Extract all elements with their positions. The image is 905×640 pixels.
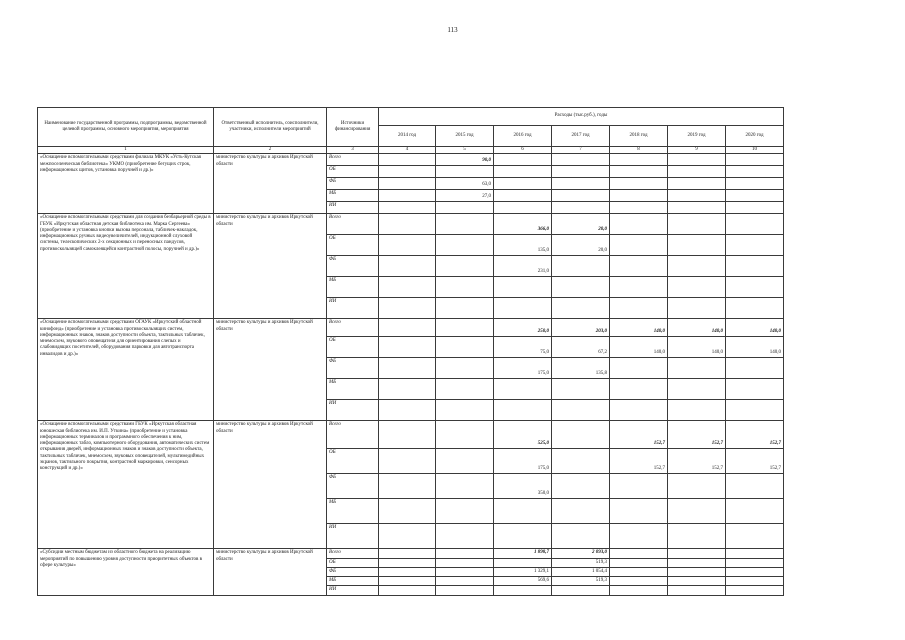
amount-value: 152,7 [769,466,781,471]
header-year: 2016 год [494,126,552,147]
amount-cell [726,549,784,558]
table-body [38,154,784,595]
amount-cell [436,449,494,474]
executor: министерство культуры и архивов Иркутской области [214,154,327,214]
amount-cell [668,567,726,576]
executor: министерство культуры и архивов Иркутской области [214,319,327,421]
amount-cell [726,379,784,400]
amount-cell [668,235,726,256]
amount-cell [726,421,784,449]
amount-cell [436,474,494,499]
amount-cell [379,586,436,595]
amount-cell [494,567,552,576]
amount-value: 140,0 [653,350,665,355]
amount-cell [726,400,784,421]
funding-source: МБ [327,190,379,202]
amount-cell [379,421,436,449]
amount-value: 1 329,1 [534,568,549,574]
column-number: 7 [552,147,610,154]
amount-cell [552,421,610,449]
table-row [38,154,784,166]
amount-cell [379,256,436,277]
amount-cell [494,166,552,178]
amount-cell [726,190,784,202]
amount-cell [726,166,784,178]
amount-cell [494,358,552,379]
amount-cell [726,277,784,298]
amount-cell [494,400,552,421]
amount-cell [494,499,552,524]
amount-cell [610,337,668,358]
funding-source: ФБ [327,474,379,499]
column-number: 5 [436,147,494,154]
amount-cell [726,178,784,190]
amount-cell [494,449,552,474]
amount-cell [610,567,668,576]
amount-cell [610,400,668,421]
funding-source: Всего [327,154,379,166]
funding-source: ИИ [327,586,379,595]
header-name: Наименование государственной программы, подпрограммы, ведомственной целевой программы, основного мероприятия, мероприятия [38,108,214,147]
amount-cell [436,337,494,358]
amount-cell [726,358,784,379]
amount-cell [494,577,552,586]
amount-cell [610,558,668,567]
amount-cell [552,558,610,567]
amount-cell [494,256,552,277]
amount-cell [494,277,552,298]
amount-cell [379,337,436,358]
funding-source: Всего [327,421,379,449]
amount-cell [494,202,552,214]
amount-cell [610,202,668,214]
amount-cell [610,298,668,319]
measure-name: «Субсидии местным бюджетам из областного бюджета на реализацию мероприятий по повышению уровня доступности приоритетных объектов в сфере культуры» [38,549,214,595]
amount-value: 1 898,7 [534,550,549,556]
amount-cell [379,319,436,337]
amount-cell [552,449,610,474]
amount-value: 152,7 [711,466,723,471]
amount-cell [436,235,494,256]
amount-cell [436,190,494,202]
amount-cell [668,277,726,298]
amount-cell [436,400,494,421]
amount-cell [436,558,494,567]
amount-value: 2 093,0 [592,550,607,556]
amount-cell [726,319,784,337]
funding-source: ОБ [327,449,379,474]
executor: министерство культуры и архивов Иркутской области [214,549,327,595]
amount-cell [379,474,436,499]
amount-cell [436,549,494,558]
amount-cell [726,214,784,235]
amount-cell [610,358,668,379]
amount-cell [379,298,436,319]
amount-cell [668,499,726,524]
amount-value: 231,0 [537,269,549,274]
amount-value: 135,0 [537,248,549,253]
amount-cell [726,449,784,474]
amount-cell [436,154,494,166]
amount-value: 152,7 [711,441,723,446]
amount-cell [379,202,436,214]
amount-cell [610,499,668,524]
amount-cell [552,277,610,298]
amount-cell [379,379,436,400]
amount-value: 140,0 [711,329,723,334]
header-executor: Ответственный исполнитель, соисполнители, участники, исполнители мероприятий [214,108,327,147]
amount-value: 519,3 [595,559,607,565]
table-row [38,214,784,235]
amount-cell [610,474,668,499]
table-row [38,319,784,337]
amount-value: 152,7 [653,466,665,471]
amount-cell [610,577,668,586]
amount-cell [379,154,436,166]
amount-cell [552,154,610,166]
amount-value: 152,7 [653,441,665,446]
amount-cell [668,190,726,202]
amount-cell [436,577,494,586]
amount-cell [726,202,784,214]
amount-cell [610,524,668,549]
amount-cell [552,235,610,256]
amount-value: 350,0 [537,491,549,496]
table-row [38,421,784,449]
funding-source: ИИ [327,524,379,549]
amount-cell [436,358,494,379]
amount-cell [610,214,668,235]
amount-value: 569,6 [537,578,549,583]
amount-cell [494,337,552,358]
header-source: Источники финансирования [327,108,379,147]
funding-source: МБ [327,379,379,400]
amount-cell [552,256,610,277]
funding-source: МБ [327,499,379,524]
amount-cell [436,499,494,524]
executor: министерство культуры и архивов Иркутской области [214,421,327,549]
column-number: 2 [214,147,327,154]
amount-cell [610,178,668,190]
amount-cell [668,214,726,235]
funding-source: ОБ [327,235,379,256]
amount-cell [494,558,552,567]
amount-cell [552,586,610,595]
amount-cell [436,319,494,337]
amount-cell [379,549,436,558]
amount-cell [726,474,784,499]
amount-cell [494,214,552,235]
amount-value: 140,0 [653,329,665,334]
amount-cell [436,586,494,595]
amount-cell [668,400,726,421]
amount-value: 525,0 [537,441,549,446]
amount-cell [610,166,668,178]
amount-cell [494,549,552,558]
amount-cell [436,202,494,214]
header-year: 2014 год [379,126,436,147]
amount-value: 203,0 [595,329,607,334]
amount-cell [494,298,552,319]
amount-cell [379,577,436,586]
amount-cell [552,166,610,178]
amount-cell [494,421,552,449]
amount-value: 140,0 [769,350,781,355]
amount-cell [668,558,726,567]
header-year: 2019 год [668,126,726,147]
amount-cell [379,358,436,379]
amount-cell [668,577,726,586]
amount-cell [494,586,552,595]
funding-source: ОБ [327,558,379,567]
amount-value: 135,8 [595,371,607,376]
amount-cell [552,298,610,319]
amount-cell [494,190,552,202]
amount-cell [726,524,784,549]
amount-value: 20,0 [598,248,607,253]
amount-cell [726,567,784,576]
page-number: 113 [447,26,458,34]
amount-cell [668,358,726,379]
amount-value: 250,0 [537,329,549,334]
amount-cell [494,235,552,256]
column-number: 6 [494,147,552,154]
amount-cell [379,400,436,421]
amount-cell [668,337,726,358]
amount-cell [610,379,668,400]
amount-cell [552,214,610,235]
amount-cell [668,474,726,499]
funding-source: ОБ [327,337,379,358]
column-number: 9 [668,147,726,154]
amount-cell [379,190,436,202]
amount-cell [668,449,726,474]
amount-cell [668,298,726,319]
funding-source: Всего [327,214,379,235]
header-year: 2020 год [726,126,784,147]
amount-value: 366,0 [537,227,549,232]
amount-cell [552,577,610,586]
amount-cell [436,277,494,298]
amount-cell [379,166,436,178]
amount-cell [726,586,784,595]
funding-source: ФБ [327,567,379,576]
amount-cell [726,298,784,319]
amount-cell [436,214,494,235]
amount-cell [726,235,784,256]
header-expenses: Расходы (тыс.руб.), годы [379,108,784,126]
amount-value: 519,3 [595,578,607,583]
amount-value: 175,0 [537,371,549,376]
amount-value: 140,0 [711,350,723,355]
column-number: 4 [379,147,436,154]
amount-cell [610,277,668,298]
amount-cell [668,524,726,549]
amount-cell [668,421,726,449]
amount-cell [552,499,610,524]
funding-source: ФБ [327,358,379,379]
amount-cell [726,256,784,277]
header-year: 2017 год [552,126,610,147]
amount-cell [552,178,610,190]
amount-cell [494,154,552,166]
amount-cell [379,449,436,474]
funding-source: МБ [327,577,379,586]
funding-source: ФБ [327,256,379,277]
amount-cell [379,567,436,576]
amount-cell [726,558,784,567]
amount-cell [436,567,494,576]
measure-name: «Оснащение вспомогательными средствами ОГАУК «Иркутский областной кинофонд» (приобретение и установка противоскользящих систем, информационных знаков, знаков доступности объекта, тактильных табличек, мнемосхем, звукового оповещателя для ориентирования слепых и слабовидящих посетителей, оборудования парковки для автотранспорта инвалидов и др.)» [38,319,214,421]
amount-cell [668,202,726,214]
amount-cell [436,379,494,400]
amount-cell [436,421,494,449]
amount-cell [726,154,784,166]
amount-cell [610,154,668,166]
amount-cell [436,256,494,277]
amount-value: 90,0 [482,158,491,163]
amount-cell [668,586,726,595]
header-year: 2015 год [436,126,494,147]
amount-cell [726,499,784,524]
amount-cell [494,474,552,499]
amount-cell [668,154,726,166]
amount-cell [610,190,668,202]
amount-cell [494,379,552,400]
amount-cell [436,166,494,178]
measure-name: «Оснащение вспомогательными средствами ГБУК «Иркутская областная юношеская библиотека им. И.П. Уткина» (приобретение и установка информационных терминалов и программного обеспечения к ним, информационных табло, компьютерного оборудования, автоматических систем открывания дверей, информационных знаков и знаков доступности объекта, тактильных табличек, мнемосхем, звуковых оповещателей, мультимедийных экранов, тактильного покрытия, контрастной маркировки, сенсорных конструкций и др.)» [38,421,214,549]
amount-cell [552,190,610,202]
amount-value: 27,0 [482,194,491,199]
amount-cell [552,549,610,558]
amount-cell [379,235,436,256]
column-number: 8 [610,147,668,154]
amount-cell [552,319,610,337]
amount-value: 1 054,4 [592,568,607,574]
amount-cell [552,474,610,499]
amount-cell [436,524,494,549]
amount-cell [552,202,610,214]
amount-value: 152,7 [769,441,781,446]
column-number: 3 [327,147,379,154]
amount-cell [726,337,784,358]
measure-name: «Оснащение вспомогательными средствами филиала МКУК «Усть-Кутская межпоселенческая библиотека» УКМО (приобретение бегущих строк, информационных щитов, установка поручней и др.)» [38,154,214,214]
amount-value: 63,0 [482,182,491,187]
amount-cell [668,166,726,178]
column-number: 1 [38,147,214,154]
amount-value: 20,0 [598,227,607,232]
amount-cell [610,549,668,558]
table-row [38,549,784,558]
funding-source: МБ [327,277,379,298]
amount-cell [668,178,726,190]
amount-cell [610,586,668,595]
executor: министерство культуры и архивов Иркутской области [214,214,327,319]
amount-cell [668,256,726,277]
amount-cell [668,379,726,400]
amount-cell [610,319,668,337]
amount-cell [494,178,552,190]
amount-cell [668,319,726,337]
amount-cell [436,178,494,190]
amount-cell [668,549,726,558]
funding-source: ФБ [327,178,379,190]
funding-source: ИИ [327,202,379,214]
amount-cell [552,567,610,576]
amount-value: 67,2 [598,350,607,355]
amount-cell [552,337,610,358]
measure-name: «Оснащение вспомогательными средствами для создания безбарьерной среды в ГБУК «Иркутская областная детская библиотека им. Марка Сергеева» (приобретение и установка кнопки вызова персонала, табличек-накладок, информационных ручных видеоувеличителей, индукционной слуховой системы, телескопических 2-х секционных и переносных пандусов, противоскользящей самоклеящейся контрастной полосы, поручней и др.)» [38,214,214,319]
amount-cell [610,421,668,449]
amount-cell [379,178,436,190]
amount-cell [552,524,610,549]
funding-source: ИИ [327,298,379,319]
amount-value: 75,0 [540,350,549,355]
amount-cell [379,558,436,567]
amount-cell [379,524,436,549]
amount-cell [552,379,610,400]
amount-cell [379,214,436,235]
amount-cell [379,277,436,298]
amount-cell [552,400,610,421]
amount-value: 175,0 [537,466,549,471]
amount-cell [379,499,436,524]
amount-cell [436,298,494,319]
funding-source: ОБ [327,166,379,178]
column-number: 10 [726,147,784,154]
amount-value: 140,0 [769,329,781,334]
amount-cell [610,235,668,256]
amount-cell [610,256,668,277]
funding-source: ИИ [327,400,379,421]
amount-cell [494,319,552,337]
amount-cell [552,358,610,379]
amount-cell [610,449,668,474]
funding-source: Всего [327,319,379,337]
amount-cell [494,524,552,549]
funding-source: Всего [327,549,379,558]
header-year: 2018 год [610,126,668,147]
expenses-table [37,107,784,596]
amount-cell [726,577,784,586]
